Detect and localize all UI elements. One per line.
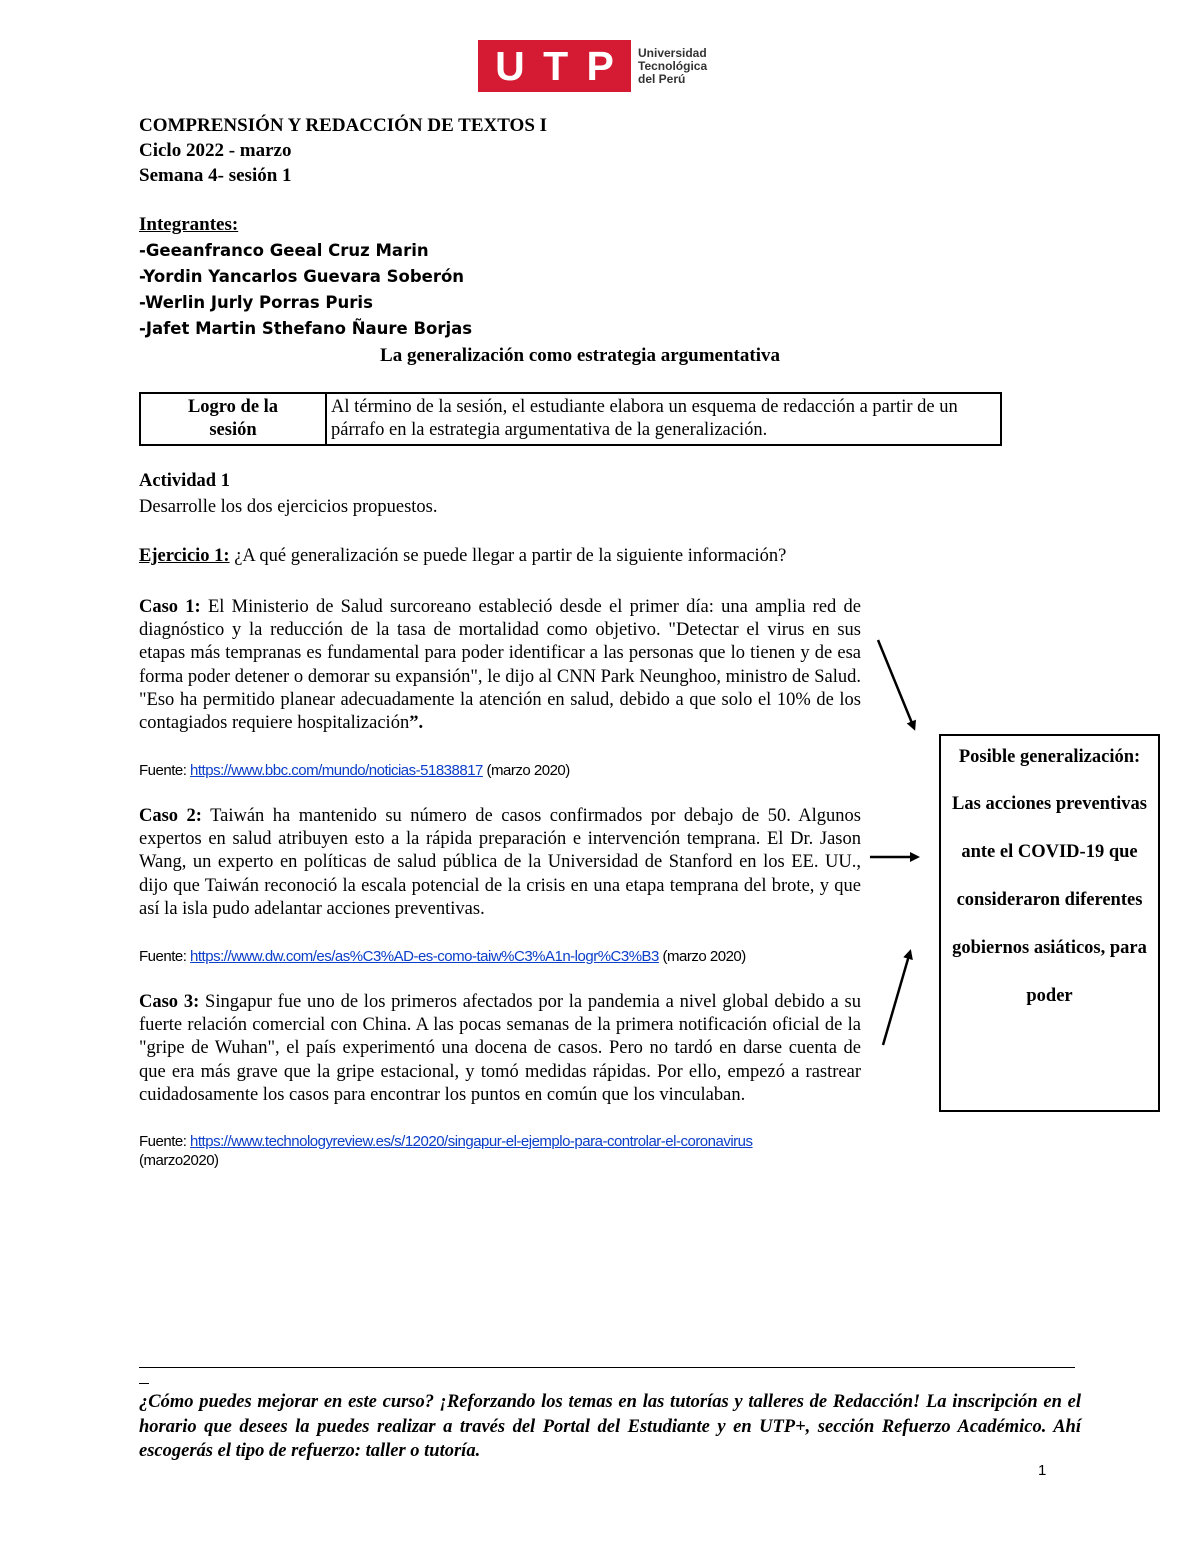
source-link[interactable]: https://www.dw.com/es/as%C3%AD-es-como-taiw%C3%A1n-logr%C3%B3 [190, 948, 659, 965]
cycle: Ciclo 2022 - marzo [139, 140, 292, 161]
case-label: Caso 3: [139, 992, 200, 1012]
source-link[interactable]: https://www.bbc.com/mundo/noticias-51838817 [190, 762, 483, 779]
footer-divider [139, 1367, 1075, 1368]
learning-goal-label-line2: sesión [209, 420, 257, 440]
member-name: -Yordin Yancarlos Guevara Soberón [139, 267, 465, 286]
source-label: Fuente: [139, 1133, 191, 1150]
document-title: La generalización como estrategia argumentativa [380, 345, 780, 366]
course-name: COMPRENSIÓN Y REDACCIÓN DE TEXTOS I [139, 115, 548, 136]
logo-letter-p: P [586, 42, 614, 89]
source-date: (marzo2020) [139, 1152, 219, 1169]
source-date: (marzo 2020) [482, 762, 570, 779]
member-name: -Werlin Jurly Porras Puris [139, 293, 373, 312]
member-name: -Jafet Martin Sthefano Ñaure Borjas [139, 319, 473, 338]
week-session: Semana 4- sesión 1 [139, 165, 292, 186]
source-label: Fuente: [139, 762, 191, 779]
generalization-box [939, 734, 1160, 1112]
logo-letter-u: U [495, 42, 525, 89]
footnote-marker [139, 1383, 149, 1384]
members-heading: Integrantes: [139, 214, 239, 235]
source-label: Fuente: [139, 948, 191, 965]
case-text: El Ministerio de Salud surcoreano estableció desde el primer día: una amplia red de diagnóstico y la reducción de la tasa de mortalidad como objetivo. "Detectar el virus en sus etapas más tempranas es fundamental para poder identificar a las personas que lo tienen y de esa forma poder detener o demorar su expansión", le dijo al CNN Park Neunghoo, ministro de Salud. "Eso ha permitido planear adecuadamente la atención en salud, debido a que solo el 10% de los contagiados requiere hospitalización [139, 597, 861, 734]
logo-line-3: del Perú [638, 71, 686, 86]
source-link[interactable]: https://www.technologyreview.es/s/12020/singapur-el-ejemplo-para-controlar-el-coronavirus [190, 1133, 753, 1150]
source-date: (marzo 2020) [658, 948, 746, 965]
case-label: Caso 1: [139, 597, 201, 617]
generalization-heading: Posible generalización: [958, 747, 1141, 767]
case-label: Caso 2: [139, 806, 202, 826]
logo-line-1: Universidad [638, 45, 707, 60]
logo-letter-t: T [543, 42, 569, 89]
page-number: 1 [1038, 1462, 1047, 1479]
activity-title: Actividad 1 [139, 471, 230, 491]
case-text: Taiwán ha mantenido su número de casos confirmados por debajo de 50. Algunos expertos en salud atribuyen esto a la rápida preparación e intervención temprana. El Dr. Jason Wang, un experto en políticas de salud pública de la Universidad de Stanford en los EE. UU., dijo que Taiwán reconoció la escala potencial de la crisis en una etapa temprana del brote, y que así la isla pudo adelantar acciones preventivas. [139, 806, 861, 919]
case-closing: ”. [409, 713, 424, 734]
member-name: -Geeanfranco Geeal Cruz Marin [139, 241, 429, 260]
learning-goal-label-line1: Logro de la [187, 397, 279, 417]
activity-instruction: Desarrolle los dos ejercicios propuestos. [139, 497, 438, 517]
footer-note: ¿Cómo puedes mejorar en este curso? ¡Reforzando los temas en las tutorías y talleres de Redacción! La inscripción en el horario que desees la puedes realizar a través del Portal del Estudiante y en UTP+, sección Refuerzo Académico. Ahí escogerás el tipo de refuerzo: taller o tutoría. [139, 1392, 1081, 1461]
exercise-text: ¿A qué generalización se puede llegar a partir de la siguiente información? [229, 546, 787, 566]
learning-goal-text: Al término de la sesión, el estudiante elabora un esquema de redacción a partir de un párrafo en la estrategia argumentativa de la generalización. [326, 393, 1001, 445]
arrow-case-3 [883, 952, 910, 1045]
case-text: Singapur fue uno de los primeros afectados por la pandemia a nivel global debido a su fuerte relación comercial con China. A las pocas semanas de la primera notificación oficial de la "gripe de Wuhan", el país experimentó una docena de casos. Pero no tardó en darse cuenta de que era más grave que la gripe estacional, y tomó medidas rápidas. Por ello, empezó a rastrear cuidadosamente los casos para encontrar los puntos en común que los vinculaban. [139, 992, 861, 1105]
exercise-label: Ejercicio 1: [139, 546, 230, 566]
arrow-case-1 [878, 640, 914, 728]
logo-line-2: Tecnológica [638, 58, 708, 73]
generalization-text: Las acciones preventivas ante el COVID-19 que consideraron diferentes gobiernos asiáticos, para poder [952, 794, 1147, 1006]
